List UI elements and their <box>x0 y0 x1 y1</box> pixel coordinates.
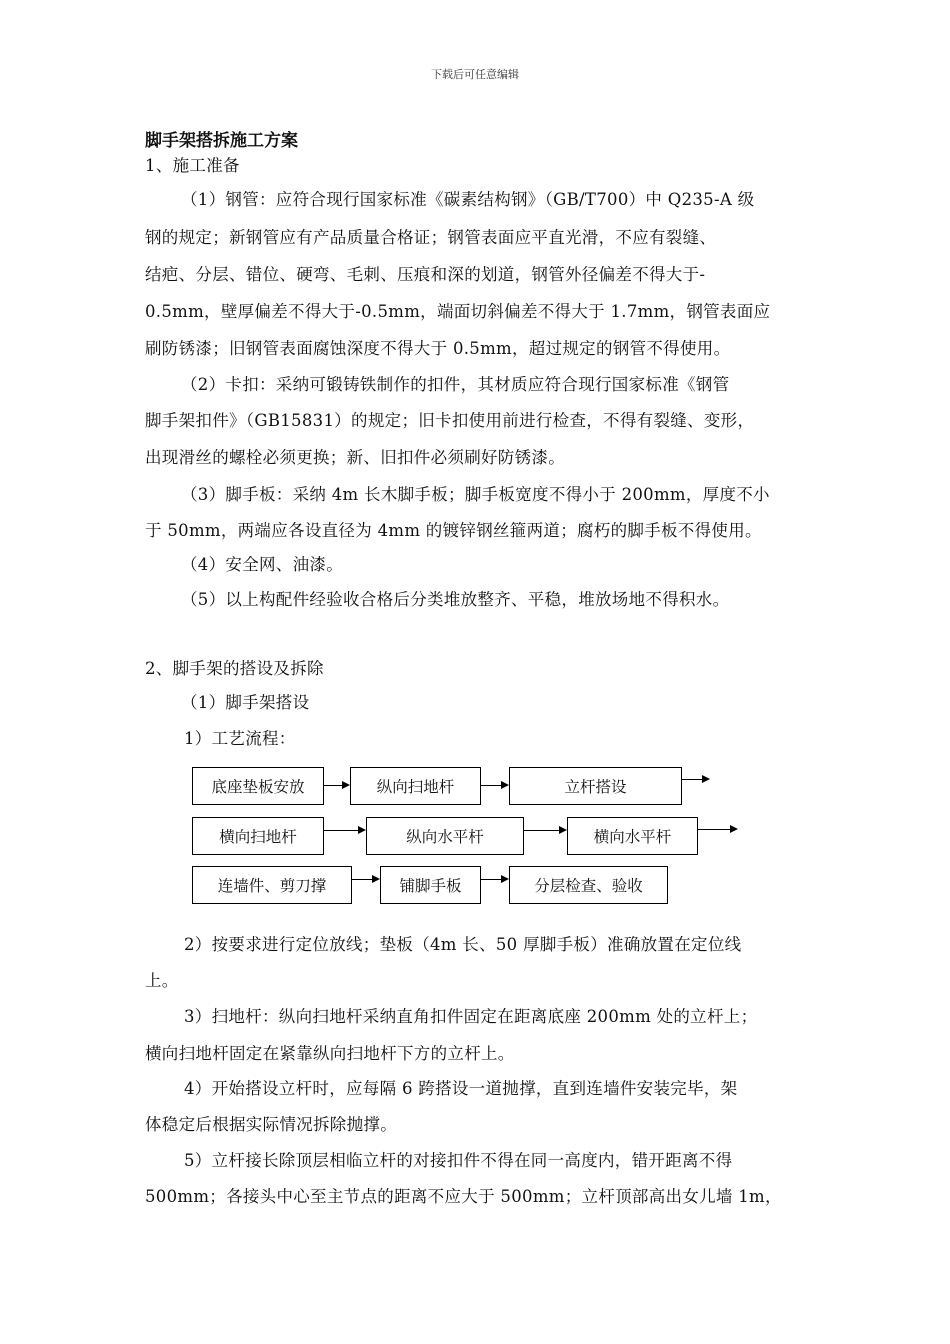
flow-arrow-continue <box>698 829 732 830</box>
safety-net-paragraph: （4）安全网、油漆。 <box>181 555 343 574</box>
section-2-heading: 2、脚手架的搭设及拆除 <box>145 659 324 678</box>
scaffold-board-paragraph-line-1: （3）脚手板：采纳 4m 长木脚手板；脚手板宽度不得小于 200mm，厚度不小 <box>181 485 770 504</box>
flow-box-lay-boards: 铺脚手板 <box>380 866 481 904</box>
flow-arrow <box>324 785 344 786</box>
step-5-line-1: 5）立杆接长除顶层相临立杆的对接扣件不得在同一高度内，错开距离不得 <box>184 1151 733 1170</box>
flow-arrow <box>524 830 561 831</box>
document-title: 脚手架搭拆施工方案 <box>145 131 298 151</box>
flow-box-transverse-horizontal-bar: 横向水平杆 <box>567 817 698 855</box>
step-4-line-2: 体稳定后根据实际情况拆除抛撑。 <box>145 1115 397 1134</box>
step-4-line-1: 4）开始搭设立杆时，应每隔 6 跨搭设一道抛撑，直到连墙件安装完毕，架 <box>184 1079 738 1098</box>
flow-box-layer-inspection: 分层检查、验收 <box>509 866 668 904</box>
flow-box-upright-erection: 立杆搭设 <box>509 767 682 805</box>
flow-box-longitudinal-horizontal-bar: 纵向水平杆 <box>366 817 524 855</box>
flow-arrow <box>324 830 360 831</box>
scaffold-board-paragraph-line-2: 于 50mm，两端应各设直径为 4mm 的镀锌钢丝箍两道；腐朽的脚手板不得使用。 <box>145 521 762 540</box>
flow-box-transverse-sweep-bar: 横向扫地杆 <box>192 817 324 855</box>
page-header: 下载后可任意编辑 <box>431 68 519 81</box>
flow-box-base-plate: 底座垫板安放 <box>192 767 324 805</box>
step-3-line-1: 3）扫地杆：纵向扫地杆采纳直角扣件固定在距离底座 200mm 处的立杆上； <box>184 1007 758 1026</box>
process-flow-heading: 1）工艺流程： <box>184 729 296 748</box>
flow-arrow <box>352 879 374 880</box>
step-2-line-2: 上。 <box>145 971 179 990</box>
flow-arrow <box>481 879 503 880</box>
flow-box-wall-ties-bracing: 连墙件、剪刀撑 <box>192 866 352 904</box>
steel-pipe-paragraph-line-3: 结疤、分层、错位、硬弯、毛刺、压痕和深的划道，钢管外径偏差不得大于- <box>145 265 706 284</box>
step-3-line-2: 横向扫地杆固定在紧靠纵向扫地杆下方的立杆上。 <box>145 1044 515 1063</box>
erection-subheading: （1）脚手架搭设 <box>181 693 310 712</box>
flow-arrow <box>481 785 503 786</box>
step-5-line-2: 500mm；各接头中心至主节点的距离不应大于 500mm；立杆顶部高出女儿墙 1m， <box>145 1187 782 1206</box>
step-2-line-1: 2）按要求进行定位放线；垫板（4m 长、50 厚脚手板）准确放置在定位线 <box>184 935 742 954</box>
clamp-paragraph-line-3: 出现滑丝的螺栓必须更换；新、旧扣件必须刷好防锈漆。 <box>145 448 565 467</box>
storage-paragraph: （5）以上构配件经验收合格后分类堆放整齐、平稳，堆放场地不得积水。 <box>181 590 730 609</box>
clamp-paragraph-line-2: 脚手架扣件》（GB15831）的规定；旧卡扣使用前进行检查，不得有裂缝、变形， <box>145 411 755 430</box>
clamp-paragraph-line-1: （2）卡扣：采纳可锻铸铁制作的扣件，其材质应符合现行国家标准《钢管 <box>181 375 730 394</box>
flow-box-longitudinal-sweep-bar: 纵向扫地杆 <box>350 767 481 805</box>
section-1-heading: 1、施工准备 <box>145 156 240 175</box>
steel-pipe-paragraph-line-5: 刷防锈漆；旧钢管表面腐蚀深度不得大于 0.5mm，超过规定的钢管不得使用。 <box>145 339 731 358</box>
steel-pipe-paragraph-line-1: （1）钢管：应符合现行国家标准《碳素结构钢》（GB/T700）中 Q235-A 级 <box>181 190 755 209</box>
steel-pipe-paragraph-line-2: 钢的规定；新钢管应有产品质量合格证；钢管表面应平直光滑，不应有裂缝、 <box>145 228 717 247</box>
steel-pipe-paragraph-line-4: 0.5mm，壁厚偏差不得大于-0.5mm，端面切斜偏差不得大于 1.7mm，钢管表面应 <box>145 302 771 321</box>
flow-arrow-continue <box>682 779 704 780</box>
